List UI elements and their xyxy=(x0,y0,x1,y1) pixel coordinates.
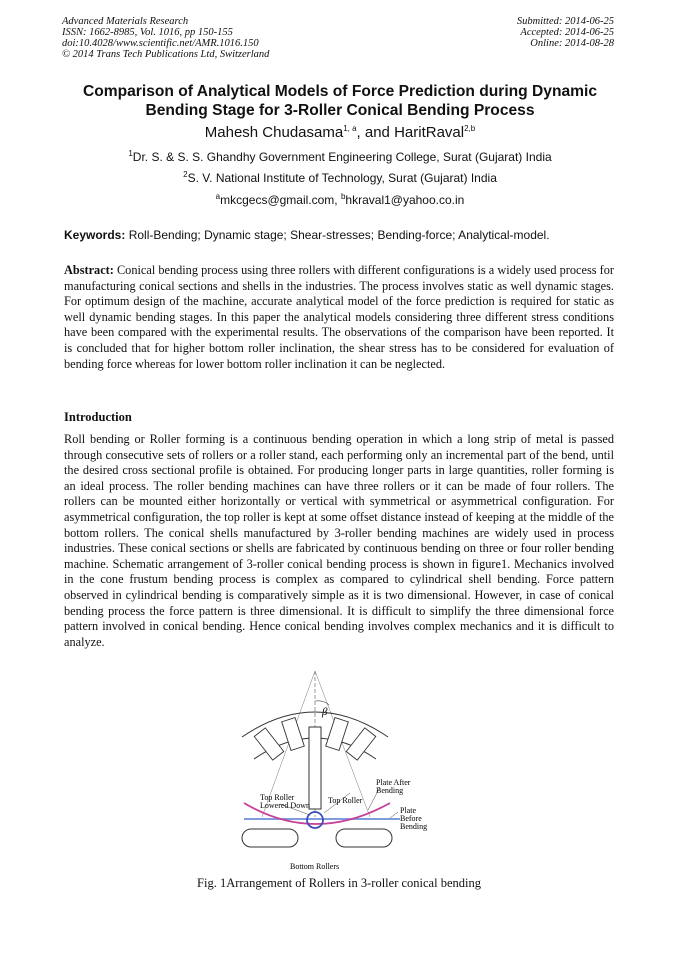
journal-name: Advanced Materials Research xyxy=(62,16,189,27)
affiliation-2-text: S. V. National Institute of Technology, Surat (Gujarat) India xyxy=(187,171,497,185)
abstract xyxy=(64,263,614,372)
bottom-roller-left xyxy=(242,829,298,847)
roller-block-left-outer xyxy=(254,728,284,760)
email-2[interactable]: hkraval1@yahoo.co.in xyxy=(345,193,465,207)
author-1: Mahesh Chudasama xyxy=(204,124,344,141)
introduction-heading: Introduction xyxy=(64,410,132,424)
affiliation-1-text: Dr. S. & S. S. Ghandhy Government Engineering College, Surat (Gujarat) India xyxy=(132,150,552,164)
label-bottom-rollers: Bottom Rollers xyxy=(290,862,340,871)
paper-title-line-2: Bending Stage for 3-Roller Conical Bending Process xyxy=(145,102,535,119)
affiliation-1 xyxy=(60,150,620,164)
author-separator: , and xyxy=(356,124,395,141)
email-1-sup: a xyxy=(215,192,221,201)
abstract-label: Abstract: xyxy=(64,263,114,277)
label-plate-before-1: Plate xyxy=(400,806,416,815)
submitted-date: Submitted: 2014-06-25 xyxy=(516,16,614,27)
leader-plate-before xyxy=(390,812,398,818)
figure-1-roller-arrangement xyxy=(240,667,440,875)
author-emails xyxy=(60,193,620,207)
label-plate-before-3: Bending xyxy=(400,822,428,831)
keywords-text: Roll-Bending; Dynamic stage; Shear-stresses; Bending-force; Analytical-model. xyxy=(125,228,550,242)
journal-header-left xyxy=(62,16,269,60)
bottom-roller-right xyxy=(336,829,392,847)
affiliation-1-sup: 1 xyxy=(128,149,133,158)
journal-doi[interactable]: doi:10.4028/www.scientific.net/AMR.1016.150 xyxy=(62,38,259,49)
label-top-roller-lowered-1: Top Roller xyxy=(260,793,295,802)
label-plate-after-1: Plate After xyxy=(376,778,411,787)
journal-header-right xyxy=(517,16,614,49)
roller-block-left-inner xyxy=(282,718,305,751)
accepted-date: Accepted: 2014-06-25 xyxy=(520,27,614,38)
keywords xyxy=(64,228,616,242)
roller-block-right-inner xyxy=(326,718,349,751)
label-top-roller: Top Roller xyxy=(328,796,363,805)
author-1-sup: 1, a xyxy=(343,124,357,133)
paper-title xyxy=(60,82,620,120)
paper-title-line-1: Comparison of Analytical Models of Force Prediction during Dynamic xyxy=(82,83,598,100)
author-2-sup: 2,b xyxy=(464,124,476,133)
label-plate-before-2: Before xyxy=(400,814,422,823)
online-date: Online: 2014-08-28 xyxy=(530,38,614,49)
affiliation-2-sup: 2 xyxy=(183,170,188,179)
email-1[interactable]: mkcgecs@gmail.com, xyxy=(220,193,341,207)
author-line xyxy=(60,124,620,141)
roller-block-right-outer xyxy=(346,728,376,760)
label-plate-after-2: Bending xyxy=(376,786,404,795)
author-2: HaritRaval xyxy=(394,124,465,141)
journal-copyright: © 2014 Trans Tech Publications Ltd, Switzerland xyxy=(62,49,270,60)
abstract-text: Conical bending process using three rollers with different configurations is a widely used process for manufacturing conical sections and shells in the industries. The process involves static as well dynamic stages. For optimum design of the machine, accurate analytical model of the force prediction is required for static as well dynamic bending stages. In this paper the analytical models considering three different stress conditions have been compared with the experimental results. The observations of the comparison have been reported. It is concluded that for higher bottom roller inclination, the shear stress has to be considered for evaluation of bending force whereas for lower bottom roller inclination it can be neglected. xyxy=(64,263,614,371)
affiliation-2 xyxy=(60,171,620,185)
figure-1-caption: Fig. 1Arrangement of Rollers in 3-roller conical bending xyxy=(197,876,481,890)
top-roller-shaft xyxy=(309,727,321,809)
top-roller-circle xyxy=(307,812,323,828)
label-top-roller-lowered-2: Lowered Down xyxy=(260,801,310,810)
keywords-label: Keywords: xyxy=(64,228,126,242)
journal-issn: ISSN: 1662-8985, Vol. 1016, pp 150-155 xyxy=(62,27,233,38)
introduction-text: Roll bending or Roller forming is a continuous bending operation in which a long strip of metal is passed through consecutive sets of rollers or a roller stand, each performing only an incremental part of the bend, until the desired cross sectional profile is obtained. For producing longer parts in large quantities, roller forming is an ideal process. The roller bending machines can have three rollers or it can be made of four rollers. The rollers can be mounted either horizontally or vertical with symmetrical or asymmetrical configuration. For asymmetrical configuration, the top roller is kept at some offset distance instead of keeping at the middle of the bottom rollers. The conical shells manufactured by 3-roller bending machines are widely used in process industries. These conical sections or shells are fabricated by continuous bending on three or four roller bending machine. Schematic arrangement of 3-roller conical bending process is shown in figure1. Mechanics involved in the cone frustum bending process is complex as compared to cylindrical shell bending. Force pattern observed in cylindrical bending is comparatively simple as it is two dimensional. However, in case of conical bending process the force pattern is three dimensional. It is difficult to simplify the three dimensional force pattern involved in conical bending. Hence conical bending involves complex mechanics and it is difficult to analyze. xyxy=(64,432,614,649)
beta-symbol: β xyxy=(322,706,328,718)
email-2-sup: b xyxy=(340,192,346,201)
